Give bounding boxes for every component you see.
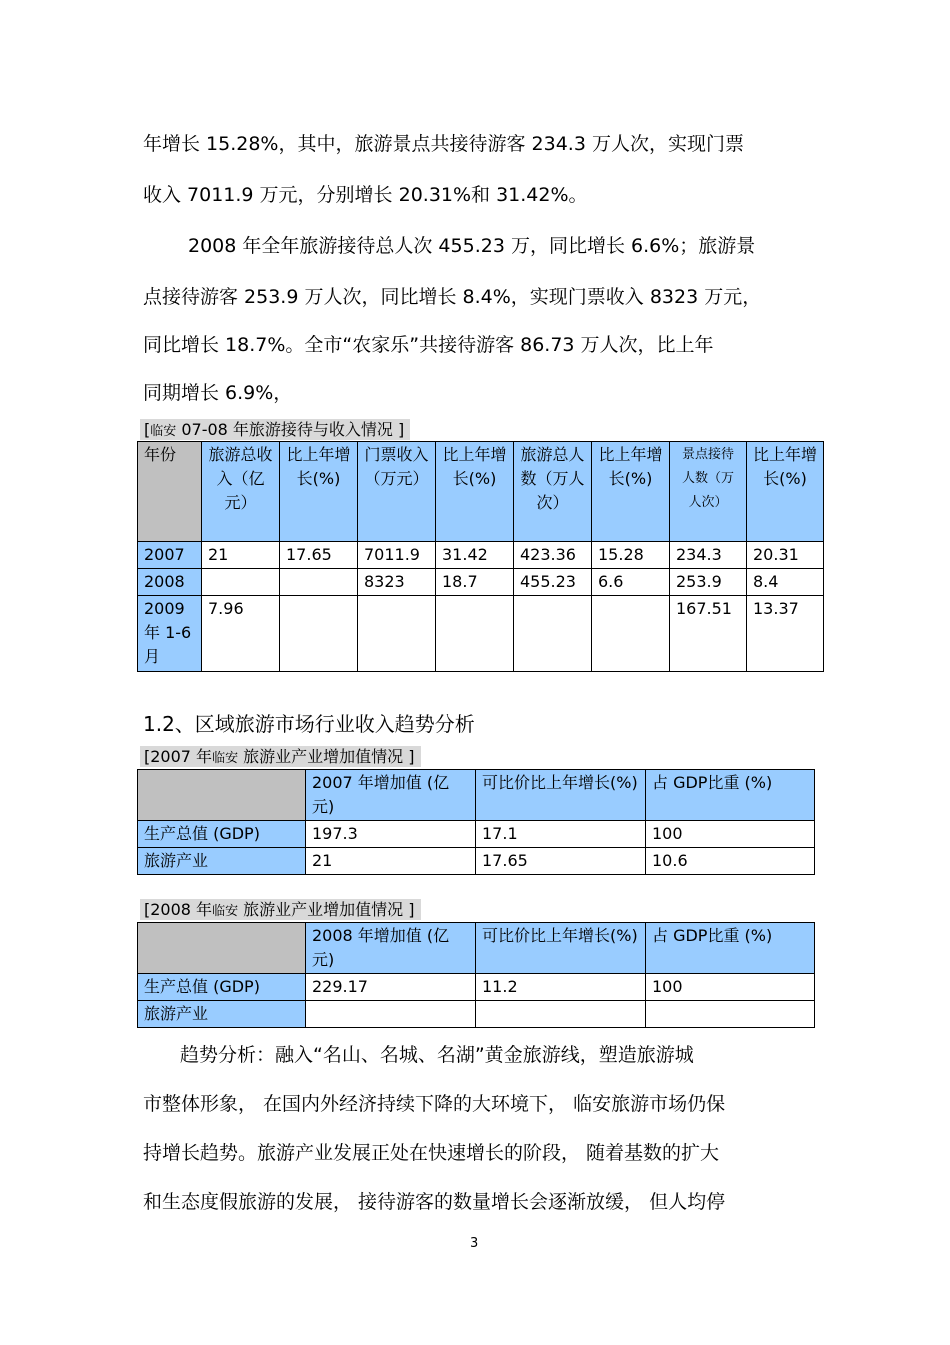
table-row xyxy=(138,542,824,569)
header-cell: 旅游总收入（亿元） xyxy=(202,442,280,542)
table-cell: 21 xyxy=(306,848,476,875)
tourism-reception-table xyxy=(137,441,824,672)
table-cell: 197.3 xyxy=(306,821,476,848)
paragraph-line: 同期增长 6.9%， xyxy=(143,382,293,404)
header-cell: 2007 年增加值 (亿元) xyxy=(306,770,476,821)
year-cell: 2009 年 1-6 月 xyxy=(138,596,202,672)
header-cell: 占 GDP比重 (%) xyxy=(646,770,815,821)
table-cell xyxy=(646,1001,815,1028)
paragraph-line: 同比增长 18.7%。全市“农家乐”共接待游客 86.73 万人次，比上年 xyxy=(143,334,714,356)
table-cell: 7.96 xyxy=(202,596,280,672)
row-label: 生产总值 (GDP) xyxy=(138,821,306,848)
table-cell: 17.65 xyxy=(280,542,358,569)
paragraph-line: 2008 年全年旅游接待总人次 455.23 万，同比增长 6.6%；旅游景 xyxy=(188,235,756,257)
table-cell: 8323 xyxy=(358,569,436,596)
year-cell: 2008 xyxy=(138,569,202,596)
table-cell: 8.4 xyxy=(747,569,824,596)
table-caption: [2007 年临安 旅游业产业增加值情况 ] xyxy=(140,746,421,767)
row-label: 旅游产业 xyxy=(138,848,306,875)
table-cell xyxy=(436,596,514,672)
header-cell: 门票收入（万元） xyxy=(358,442,436,542)
gdp-2008-table xyxy=(137,922,815,1028)
header-cell: 占 GDP比重 (%) xyxy=(646,923,815,974)
header-cell xyxy=(138,923,306,974)
gdp-2007-table xyxy=(137,769,815,875)
header-cell: 2008 年增加值 (亿元) xyxy=(306,923,476,974)
year-cell: 2007 xyxy=(138,542,202,569)
table-cell: 10.6 xyxy=(646,848,815,875)
paragraph-line: 市整体形象， 在国内外经济持续下降的大环境下， 临安旅游市场仍保 xyxy=(143,1093,726,1115)
table-cell: 11.2 xyxy=(476,974,646,1001)
paragraph-line: 持增长趋势。旅游产业发展正处在快速增长的阶段， 随着基数的扩大 xyxy=(143,1142,720,1164)
table-row xyxy=(138,821,815,848)
paragraph-line: 趋势分析：融入“名山、名城、名湖”黄金旅游线，塑造旅游城 xyxy=(180,1044,694,1066)
table-cell: 21 xyxy=(202,542,280,569)
table-cell: 6.6 xyxy=(592,569,670,596)
table-cell xyxy=(358,596,436,672)
table-cell xyxy=(306,1001,476,1028)
header-cell: 比上年增长(%) xyxy=(280,442,358,542)
table-cell: 18.7 xyxy=(436,569,514,596)
header-cell: 旅游总人数（万人次） xyxy=(514,442,592,542)
table-cell: 20.31 xyxy=(747,542,824,569)
row-label: 生产总值 (GDP) xyxy=(138,974,306,1001)
row-label: 旅游产业 xyxy=(138,1001,306,1028)
table-cell: 253.9 xyxy=(670,569,747,596)
paragraph-line: 点接待游客 253.9 万人次，同比增长 8.4%，实现门票收入 8323 万元， xyxy=(143,286,762,308)
table-cell xyxy=(202,569,280,596)
table-row xyxy=(138,596,824,672)
paragraph-line: 年增长 15.28%，其中，旅游景点共接待游客 234.3 万人次，实现门票 xyxy=(143,133,744,155)
header-cell: 年份 xyxy=(138,442,202,542)
header-cell: 可比价比上年增长(%) xyxy=(476,770,646,821)
table-cell: 100 xyxy=(646,821,815,848)
table-row xyxy=(138,974,815,1001)
table-cell: 234.3 xyxy=(670,542,747,569)
table-cell xyxy=(476,1001,646,1028)
table-cell: 455.23 xyxy=(514,569,592,596)
header-cell: 可比价比上年增长(%) xyxy=(476,923,646,974)
table-cell: 229.17 xyxy=(306,974,476,1001)
paragraph-line: 和生态度假旅游的发展， 接待游客的数量增长会逐渐放缓， 但人均停 xyxy=(143,1191,726,1213)
table-caption: [临安 07-08 年旅游接待与收入情况 ] xyxy=(140,419,410,440)
table-row xyxy=(138,848,815,875)
table-cell: 17.65 xyxy=(476,848,646,875)
table-cell: 13.37 xyxy=(747,596,824,672)
header-cell: 景点接待人数（万人次） xyxy=(670,442,747,542)
header-cell: 比上年增长(%) xyxy=(747,442,824,542)
header-cell xyxy=(138,770,306,821)
table-cell xyxy=(514,596,592,672)
table-row xyxy=(138,569,824,596)
section-heading: 1.2、区域旅游市场行业收入趋势分析 xyxy=(143,712,475,736)
table-cell: 423.36 xyxy=(514,542,592,569)
paragraph-line: 收入 7011.9 万元，分别增长 20.31%和 31.42%。 xyxy=(143,184,588,206)
table-row xyxy=(138,1001,815,1028)
table-cell: 7011.9 xyxy=(358,542,436,569)
table-cell xyxy=(592,596,670,672)
table-cell: 100 xyxy=(646,974,815,1001)
header-cell: 比上年增长(%) xyxy=(592,442,670,542)
table-cell: 31.42 xyxy=(436,542,514,569)
page-number: 3 xyxy=(470,1236,479,1251)
table-cell: 17.1 xyxy=(476,821,646,848)
table-cell: 167.51 xyxy=(670,596,747,672)
table-cell xyxy=(280,569,358,596)
table-caption: [2008 年临安 旅游业产业增加值情况 ] xyxy=(140,899,421,920)
table-cell xyxy=(280,596,358,672)
table-cell: 15.28 xyxy=(592,542,670,569)
header-cell: 比上年增长(%) xyxy=(436,442,514,542)
